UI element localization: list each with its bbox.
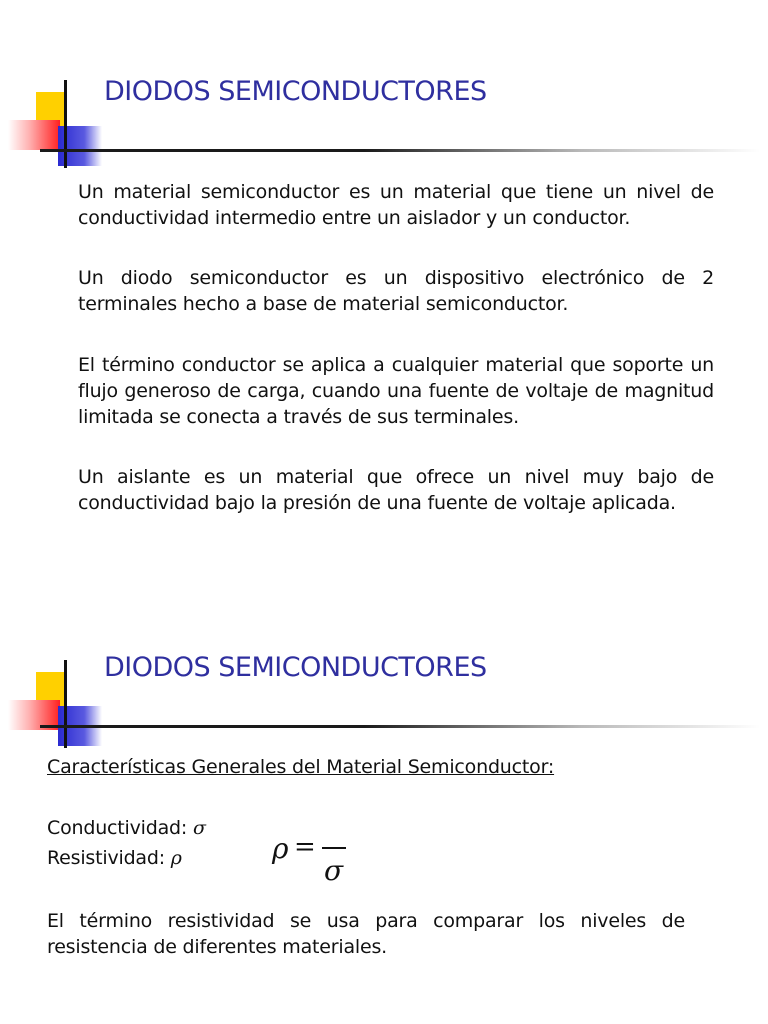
conductivity-label: Conductividad: (47, 817, 188, 839)
logo-vertical-line (64, 660, 67, 748)
formula-equals: = (294, 832, 316, 862)
conductivity-line (47, 817, 206, 839)
resistivity-formula (272, 832, 362, 892)
slide-2 (0, 570, 768, 1024)
formula-lhs: ρ (272, 832, 289, 865)
formula-denominator: σ (324, 854, 344, 887)
formula-fraction-bar (322, 847, 346, 849)
paragraph-diodo: Un diodo semiconductor es un dispositivo electrónico de 2 terminales hecho a base de material semiconductor. (78, 267, 714, 315)
resistivity-line (47, 847, 182, 869)
logo-vertical-line (64, 80, 67, 168)
slide-title: DIODOS SEMICONDUCTORES (104, 76, 487, 107)
resistivity-label: Resistividad: (47, 847, 165, 869)
paragraph-semiconductor: Un material semiconductor es un material que tiene un nivel de conductividad intermedio entre un aislador y un conductor. (78, 181, 714, 229)
sigma-symbol: σ (192, 817, 206, 839)
slide-title: DIODOS SEMICONDUCTORES (104, 652, 487, 683)
paragraph-resistividad: El término resistividad se usa para comparar los niveles de resistencia de diferentes materiales. (47, 910, 685, 958)
paragraph-aislante: Un aislante es un material que ofrece un nivel muy bajo de conductividad bajo la presión de una fuente de voltaje aplicada. (78, 466, 714, 514)
corner-logo-decoration (8, 80, 108, 180)
paragraph-conductor: El término conductor se aplica a cualquier material que soporte un flujo generoso de carga, cuando una fuente de voltaje de magnitud limitada se conecta a través de sus terminales. (78, 354, 714, 428)
logo-red-square (8, 120, 60, 150)
title-underline-rule (40, 725, 760, 728)
title-underline-rule (40, 149, 760, 152)
section-subheading: Características Generales del Material Semiconductor: (47, 756, 555, 778)
corner-logo-decoration (8, 660, 108, 760)
rho-symbol: ρ (170, 847, 182, 869)
